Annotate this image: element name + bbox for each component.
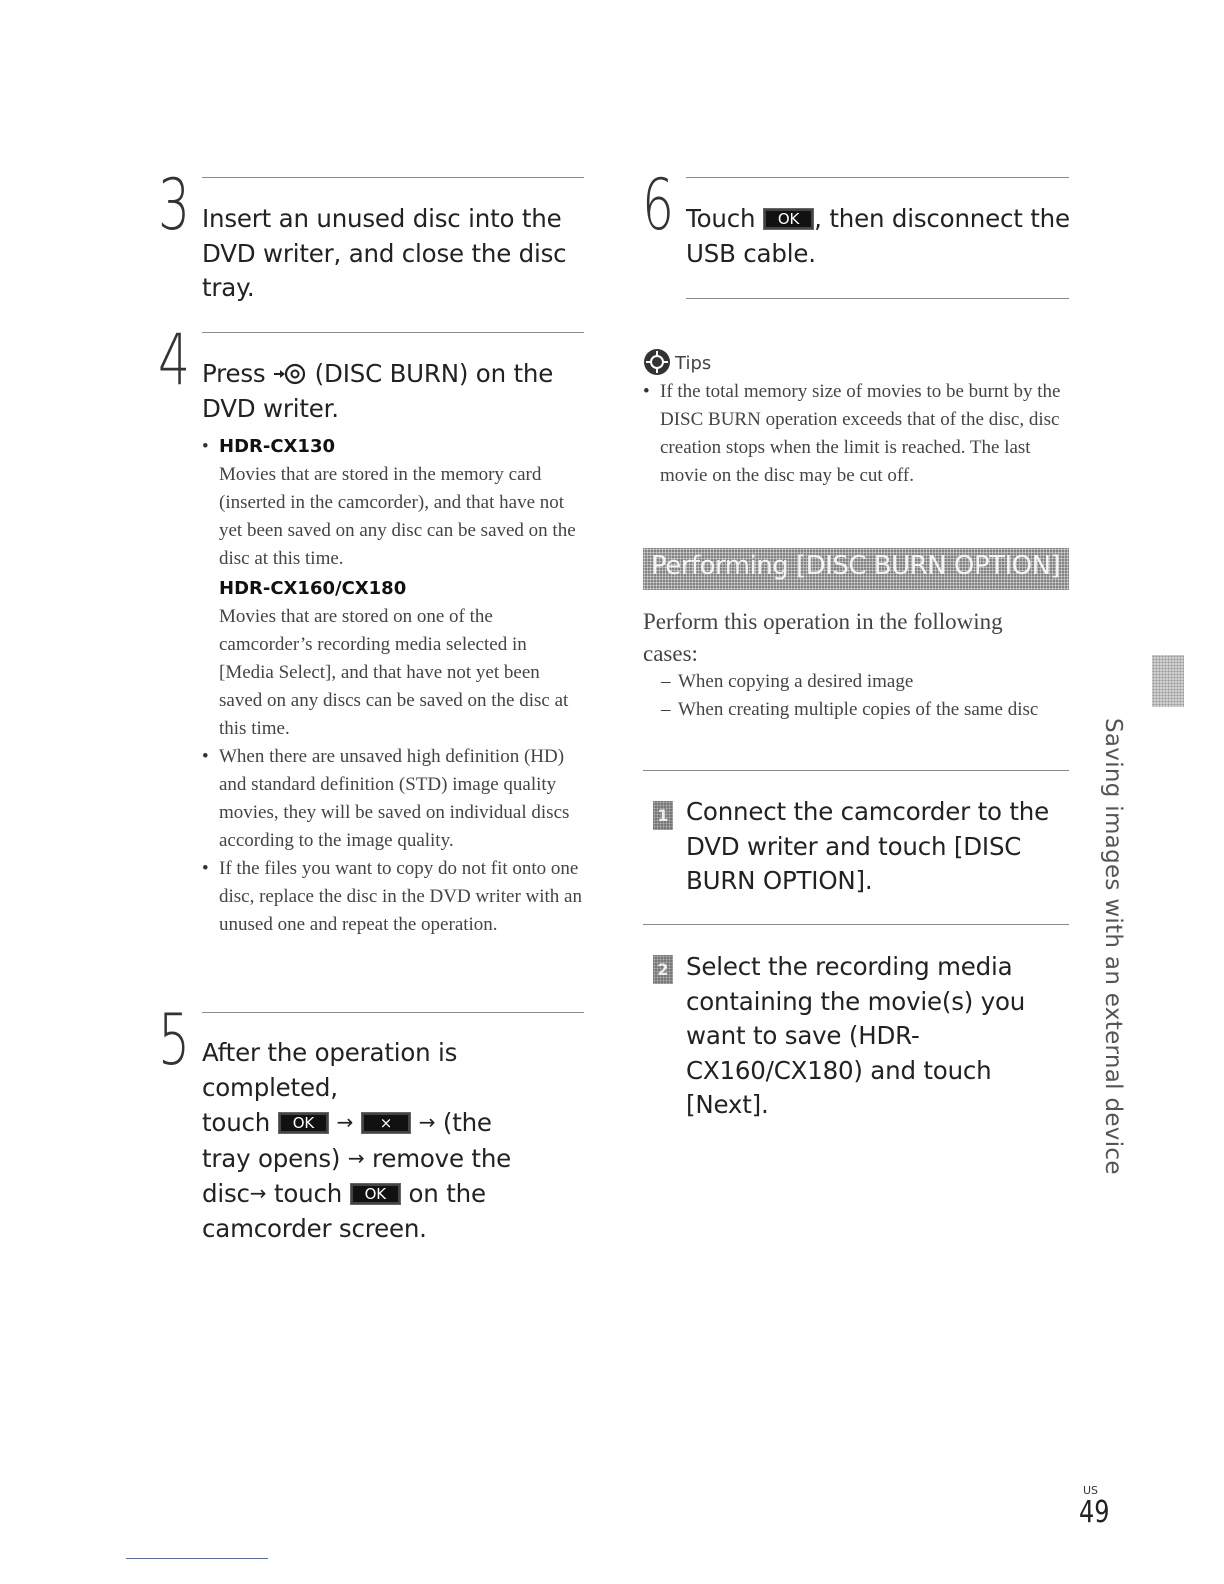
step5-line5: camcorder screen.	[202, 1213, 427, 1243]
step6-title	[686, 202, 1071, 271]
step5-line2	[202, 1105, 594, 1141]
section-cases	[661, 668, 1056, 724]
side-tab-label: Saving images with an external device	[1100, 718, 1126, 1175]
step5-tray-text: tray opens)	[202, 1143, 341, 1173]
step6-touch-text: Touch	[686, 204, 756, 233]
step3-title: Insert an unused disc into the DVD writer, and close the disc tray.	[202, 204, 567, 302]
tips-text: • If the total memory size of movies to be burnt by the DISC BURN operation exceeds that of the disc, disc creation stops when the limit is reached. The last movie on the disc may be cut off.	[643, 378, 1070, 490]
sub2-rule	[643, 924, 1069, 925]
footer-underline	[126, 1558, 268, 1559]
case-item: – When copying a desired image	[661, 668, 1056, 696]
arrow-icon: →	[336, 1110, 354, 1134]
region-code: US	[1083, 1484, 1099, 1497]
step5-line4	[202, 1176, 594, 1212]
side-tab	[1090, 718, 1130, 1175]
step5-line1: After the operation is completed,	[202, 1038, 458, 1102]
model-cx160-text: Movies that are stored on one of the camcorder’s recording media selected in [Media Select], and that have not yet been saved on any discs can be saved on the disc at this time.	[219, 606, 569, 739]
sub2-number-badge: 2	[653, 955, 673, 984]
section-intro: Perform this operation in the following cases:	[643, 609, 1003, 666]
step4-title-prefix: Press	[202, 359, 266, 388]
step6-rest-text: , then disconnect the USB cable.	[686, 204, 1070, 268]
tips-icon	[643, 348, 671, 376]
step4-rule	[202, 332, 584, 333]
model-cx130-text: Movies that are stored in the memory card (inserted in the camcorder), and that have not yet been saved on any disc can be saved on the disc at this time.	[219, 464, 576, 569]
ok-button: OK	[350, 1183, 401, 1205]
step4-bullet-hd-std: • When there are unsaved high definition (HD) and standard definition (STD) image quality movies, they will be saved on individual discs according to the image quality.	[202, 743, 584, 855]
step4-notes	[202, 433, 584, 939]
step6-number: 6	[642, 164, 675, 246]
step5-rule	[202, 1012, 584, 1013]
step5-disc-text: disc	[202, 1179, 250, 1208]
step5-the-text: (the	[442, 1108, 492, 1137]
arrow-icon: →	[418, 1110, 436, 1134]
step5-touch2-text: touch	[273, 1179, 343, 1208]
step5-number: 5	[158, 999, 191, 1081]
sub1-title: Connect the camcorder to the DVD writer and touch [DISC BURN OPTION].	[686, 797, 1050, 895]
sub2-title: Select the recording media containing the movie(s) you want to save (HDR-CX160/CX180) and touch [Next].	[686, 952, 1026, 1119]
step4-bullet-models	[202, 433, 584, 743]
section-banner	[643, 548, 1069, 590]
tips-label: Tips	[675, 353, 712, 374]
model-cx130-label: • HDR-CX130	[219, 436, 335, 457]
step5-onthe-text: on the	[408, 1179, 486, 1208]
arrow-icon: →	[249, 1181, 267, 1205]
model-cx160-label: HDR-CX160/CX180	[219, 578, 407, 599]
disc-burn-icon	[273, 363, 307, 385]
step5-remove-text: remove the	[372, 1143, 512, 1173]
sub1-number-badge: 1	[653, 801, 673, 830]
step6-bottom-rule	[686, 298, 1069, 299]
side-tab-marker	[1152, 655, 1184, 707]
step4-title	[202, 357, 594, 426]
close-button: ×	[361, 1112, 411, 1134]
arrow-icon: →	[347, 1145, 365, 1170]
section-banner-title: Performing [DISC BURN OPTION]	[651, 551, 1061, 581]
ok-button: OK	[763, 208, 814, 230]
case-item: – When creating multiple copies of the same disc	[661, 696, 1056, 724]
ok-button: OK	[278, 1112, 329, 1134]
step3-rule	[202, 177, 584, 178]
step5-touch-text: touch	[202, 1108, 271, 1137]
step5-title	[202, 1036, 594, 1246]
step5-line3	[202, 1141, 594, 1177]
step4-number: 4	[158, 319, 191, 401]
step3-number: 3	[158, 164, 191, 246]
step4-title-suffix: (DISC BURN) on the DVD writer.	[202, 359, 554, 423]
step4-bullet-files: • If the files you want to copy do not fit onto one disc, replace the disc in the DVD writer with an unused one and repeat the operation.	[202, 855, 584, 939]
tips-header	[643, 348, 711, 376]
page-number: 49	[1079, 1495, 1110, 1530]
step6-rule	[686, 177, 1069, 178]
sub1-rule	[643, 770, 1069, 771]
